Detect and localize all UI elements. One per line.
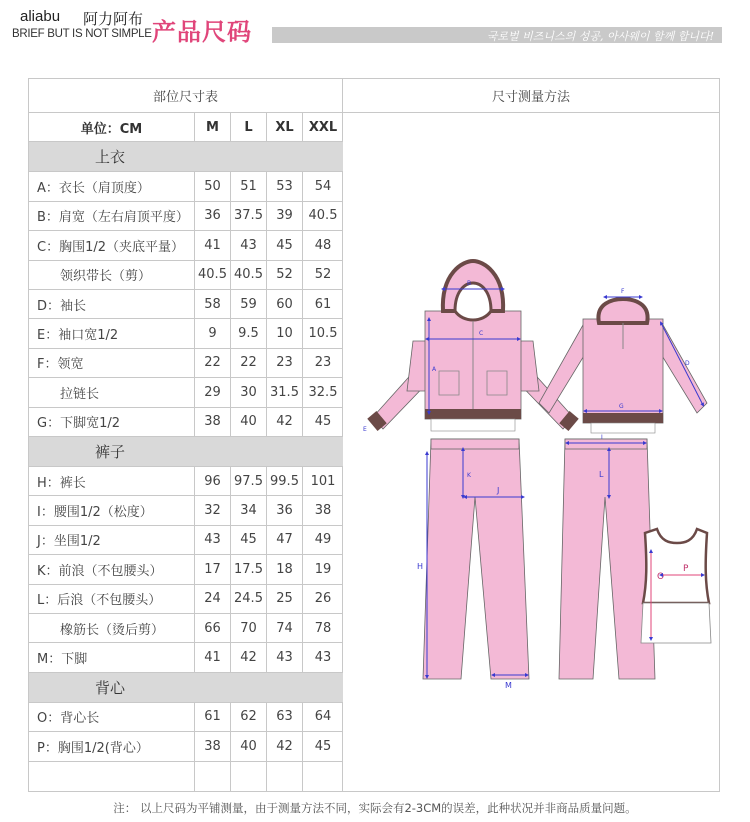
size-row (29, 319, 343, 348)
brand-name-cn: 阿力阿布 (83, 10, 144, 28)
size-value: 17 (195, 555, 231, 583)
size-value: 42 (231, 643, 267, 671)
size-value: 78 (314, 620, 332, 636)
measurement-label: O：背心长 (29, 703, 195, 731)
size-value: 29 (195, 378, 231, 406)
brand-slogan: BRIEF BUT IS NOT SIMPLE (12, 28, 152, 40)
size-column-header: XXL (308, 119, 338, 135)
size-value: 36 (267, 496, 303, 524)
measurement-label: K：前浪（不包腰头） (29, 555, 195, 583)
page-header (0, 0, 750, 60)
size-value: 45 (267, 231, 303, 259)
empty-cell (231, 762, 267, 791)
size-value: 52 (314, 267, 332, 283)
svg-text:L: L (599, 470, 604, 479)
svg-text:C: C (479, 330, 484, 337)
size-value: 59 (231, 290, 267, 318)
size-table (29, 79, 343, 791)
size-row (29, 526, 343, 555)
measurement-label: G：下脚宽1/2 (29, 408, 195, 436)
vest (641, 529, 711, 643)
size-value: 53 (267, 172, 303, 200)
size-value: 64 (314, 709, 332, 725)
size-row (29, 585, 343, 614)
size-row (29, 496, 343, 525)
svg-text:E: E (363, 426, 367, 433)
svg-text:J: J (497, 486, 500, 495)
korean-tagline: 국로벌 비즈니스의 성공, 아사웨이 함께 합니다! (486, 30, 714, 43)
size-value: 96 (195, 467, 231, 495)
measurement-label: D：袖长 (29, 290, 195, 318)
size-row (29, 732, 343, 761)
size-value: 43 (195, 526, 231, 554)
size-row (29, 643, 343, 672)
empty-cell (267, 762, 303, 791)
size-row (29, 290, 343, 319)
page-title: 产品尺码 (152, 18, 252, 46)
svg-text:P: P (683, 564, 689, 574)
size-row (29, 614, 343, 643)
size-row (29, 555, 343, 584)
size-value: 32 (195, 496, 231, 524)
size-row (29, 202, 343, 231)
svg-text:F: F (621, 288, 625, 295)
size-value: 24 (195, 585, 231, 613)
size-value: 70 (231, 614, 267, 642)
measurement-label: C：胸围1/2（夹底平量） (29, 231, 195, 259)
svg-text:M: M (505, 681, 512, 690)
size-value: 40.5 (231, 261, 267, 289)
size-value: 63 (267, 703, 303, 731)
size-table-heading: 部位尺寸表 (29, 79, 342, 113)
size-value: 40.5 (195, 261, 231, 289)
size-row (29, 231, 343, 260)
measurement-note: 注： 以上尺码为平铺测量，由于测量方法不同，实际会有2-3CM的误差，此种状况并非商品质量问题。 (113, 801, 637, 815)
measurement-label: 橡筋长（烫后剪） (29, 614, 195, 642)
svg-text:K: K (467, 472, 471, 479)
size-value: 74 (267, 614, 303, 642)
size-value: 50 (195, 172, 231, 200)
size-value: 38 (314, 503, 332, 519)
measurement-label: J：坐围1/2 (29, 526, 195, 554)
size-value: 97.5 (231, 467, 267, 495)
section-header: 裤子 (29, 437, 343, 467)
size-value: 36 (195, 202, 231, 230)
size-value: 17.5 (231, 555, 267, 583)
size-value: 41 (195, 231, 231, 259)
size-value: 10.5 (308, 326, 338, 342)
size-row (29, 261, 343, 290)
svg-text:A: A (432, 366, 437, 373)
size-row (29, 467, 343, 496)
size-value: 48 (314, 237, 332, 253)
size-value: 34 (231, 496, 267, 524)
size-value: 22 (231, 349, 267, 377)
measurement-label: M：下脚 (29, 643, 195, 671)
unit-label: 单位：CM (29, 113, 195, 141)
measurement-label: P：胸围1/2(背心） (29, 732, 195, 760)
measurement-label: L：后浪（不包腰头） (29, 585, 195, 613)
garment-diagram (343, 113, 719, 793)
size-value: 99.5 (267, 467, 303, 495)
size-value: 43 (314, 650, 332, 666)
size-row (29, 703, 343, 732)
measurement-label: F：领宽 (29, 349, 195, 377)
section-header: 上衣 (29, 142, 343, 172)
size-value: 45 (231, 526, 267, 554)
measurement-label: H：裤长 (29, 467, 195, 495)
size-value: 47 (267, 526, 303, 554)
size-value: 38 (195, 732, 231, 760)
size-value: 52 (267, 261, 303, 289)
size-row (29, 172, 343, 201)
size-value: 49 (314, 532, 332, 548)
size-value: 43 (267, 643, 303, 671)
svg-text:I: I (601, 434, 603, 441)
measure-heading: 尺寸测量方法 (343, 79, 719, 113)
svg-text:G: G (619, 403, 624, 410)
size-column-header: M (195, 113, 231, 141)
header-bar (272, 27, 722, 43)
empty-row (29, 762, 343, 791)
size-value: 60 (267, 290, 303, 318)
measurement-label: B：肩宽（左右肩顶平度） (29, 202, 195, 230)
size-value: 23 (267, 349, 303, 377)
size-value: 42 (267, 732, 303, 760)
size-value: 9.5 (231, 319, 267, 347)
svg-text:O: O (657, 572, 665, 582)
size-value: 23 (314, 355, 332, 371)
size-value: 9 (195, 319, 231, 347)
size-value: 66 (195, 614, 231, 642)
size-column-header: XL (267, 113, 303, 141)
svg-text:B: B (467, 280, 472, 287)
size-value: 41 (195, 643, 231, 671)
size-value: 40 (231, 732, 267, 760)
size-value: 19 (314, 561, 332, 577)
size-value: 24.5 (231, 585, 267, 613)
size-value: 51 (231, 172, 267, 200)
pants-back (559, 434, 655, 679)
size-value: 40.5 (308, 208, 338, 224)
size-row (29, 408, 343, 437)
size-value: 37.5 (231, 202, 267, 230)
measurement-label: I：腰围1/2（松度） (29, 496, 195, 524)
size-chart-frame (28, 78, 720, 792)
svg-text:D: D (685, 360, 690, 367)
svg-text:H: H (417, 562, 424, 571)
size-value: 42 (267, 408, 303, 436)
size-value: 61 (314, 296, 332, 312)
size-value: 58 (195, 290, 231, 318)
size-value: 26 (314, 591, 332, 607)
size-value: 31.5 (267, 378, 303, 406)
brand-name-en: aliabu (20, 8, 61, 25)
empty-cell (195, 762, 231, 791)
size-column-header: L (231, 113, 267, 141)
size-value: 43 (231, 231, 267, 259)
size-value: 30 (231, 378, 267, 406)
size-value: 39 (267, 202, 303, 230)
size-value: 32.5 (308, 384, 338, 400)
section-header: 背心 (29, 673, 343, 703)
size-header-row (29, 113, 343, 142)
size-value: 61 (195, 703, 231, 731)
size-value: 54 (314, 179, 332, 195)
size-value: 38 (195, 408, 231, 436)
empty-cell (29, 762, 195, 791)
size-value: 25 (267, 585, 303, 613)
empty-cell (303, 762, 343, 791)
size-value: 10 (267, 319, 303, 347)
measure-panel (343, 79, 719, 791)
size-value: 22 (195, 349, 231, 377)
size-value: 18 (267, 555, 303, 583)
size-row (29, 378, 343, 407)
size-value: 101 (310, 473, 336, 489)
measurement-label: 拉链长 (29, 378, 195, 406)
size-row (29, 349, 343, 378)
pants-front (417, 439, 529, 690)
measurement-label: A：衣长（肩顶度） (29, 172, 195, 200)
size-value: 45 (314, 738, 332, 754)
size-value: 45 (314, 414, 332, 430)
size-value: 62 (231, 703, 267, 731)
measurement-label: E：袖口宽1/2 (29, 319, 195, 347)
measurement-label: 领织带长（剪） (29, 261, 195, 289)
size-value: 40 (231, 408, 267, 436)
